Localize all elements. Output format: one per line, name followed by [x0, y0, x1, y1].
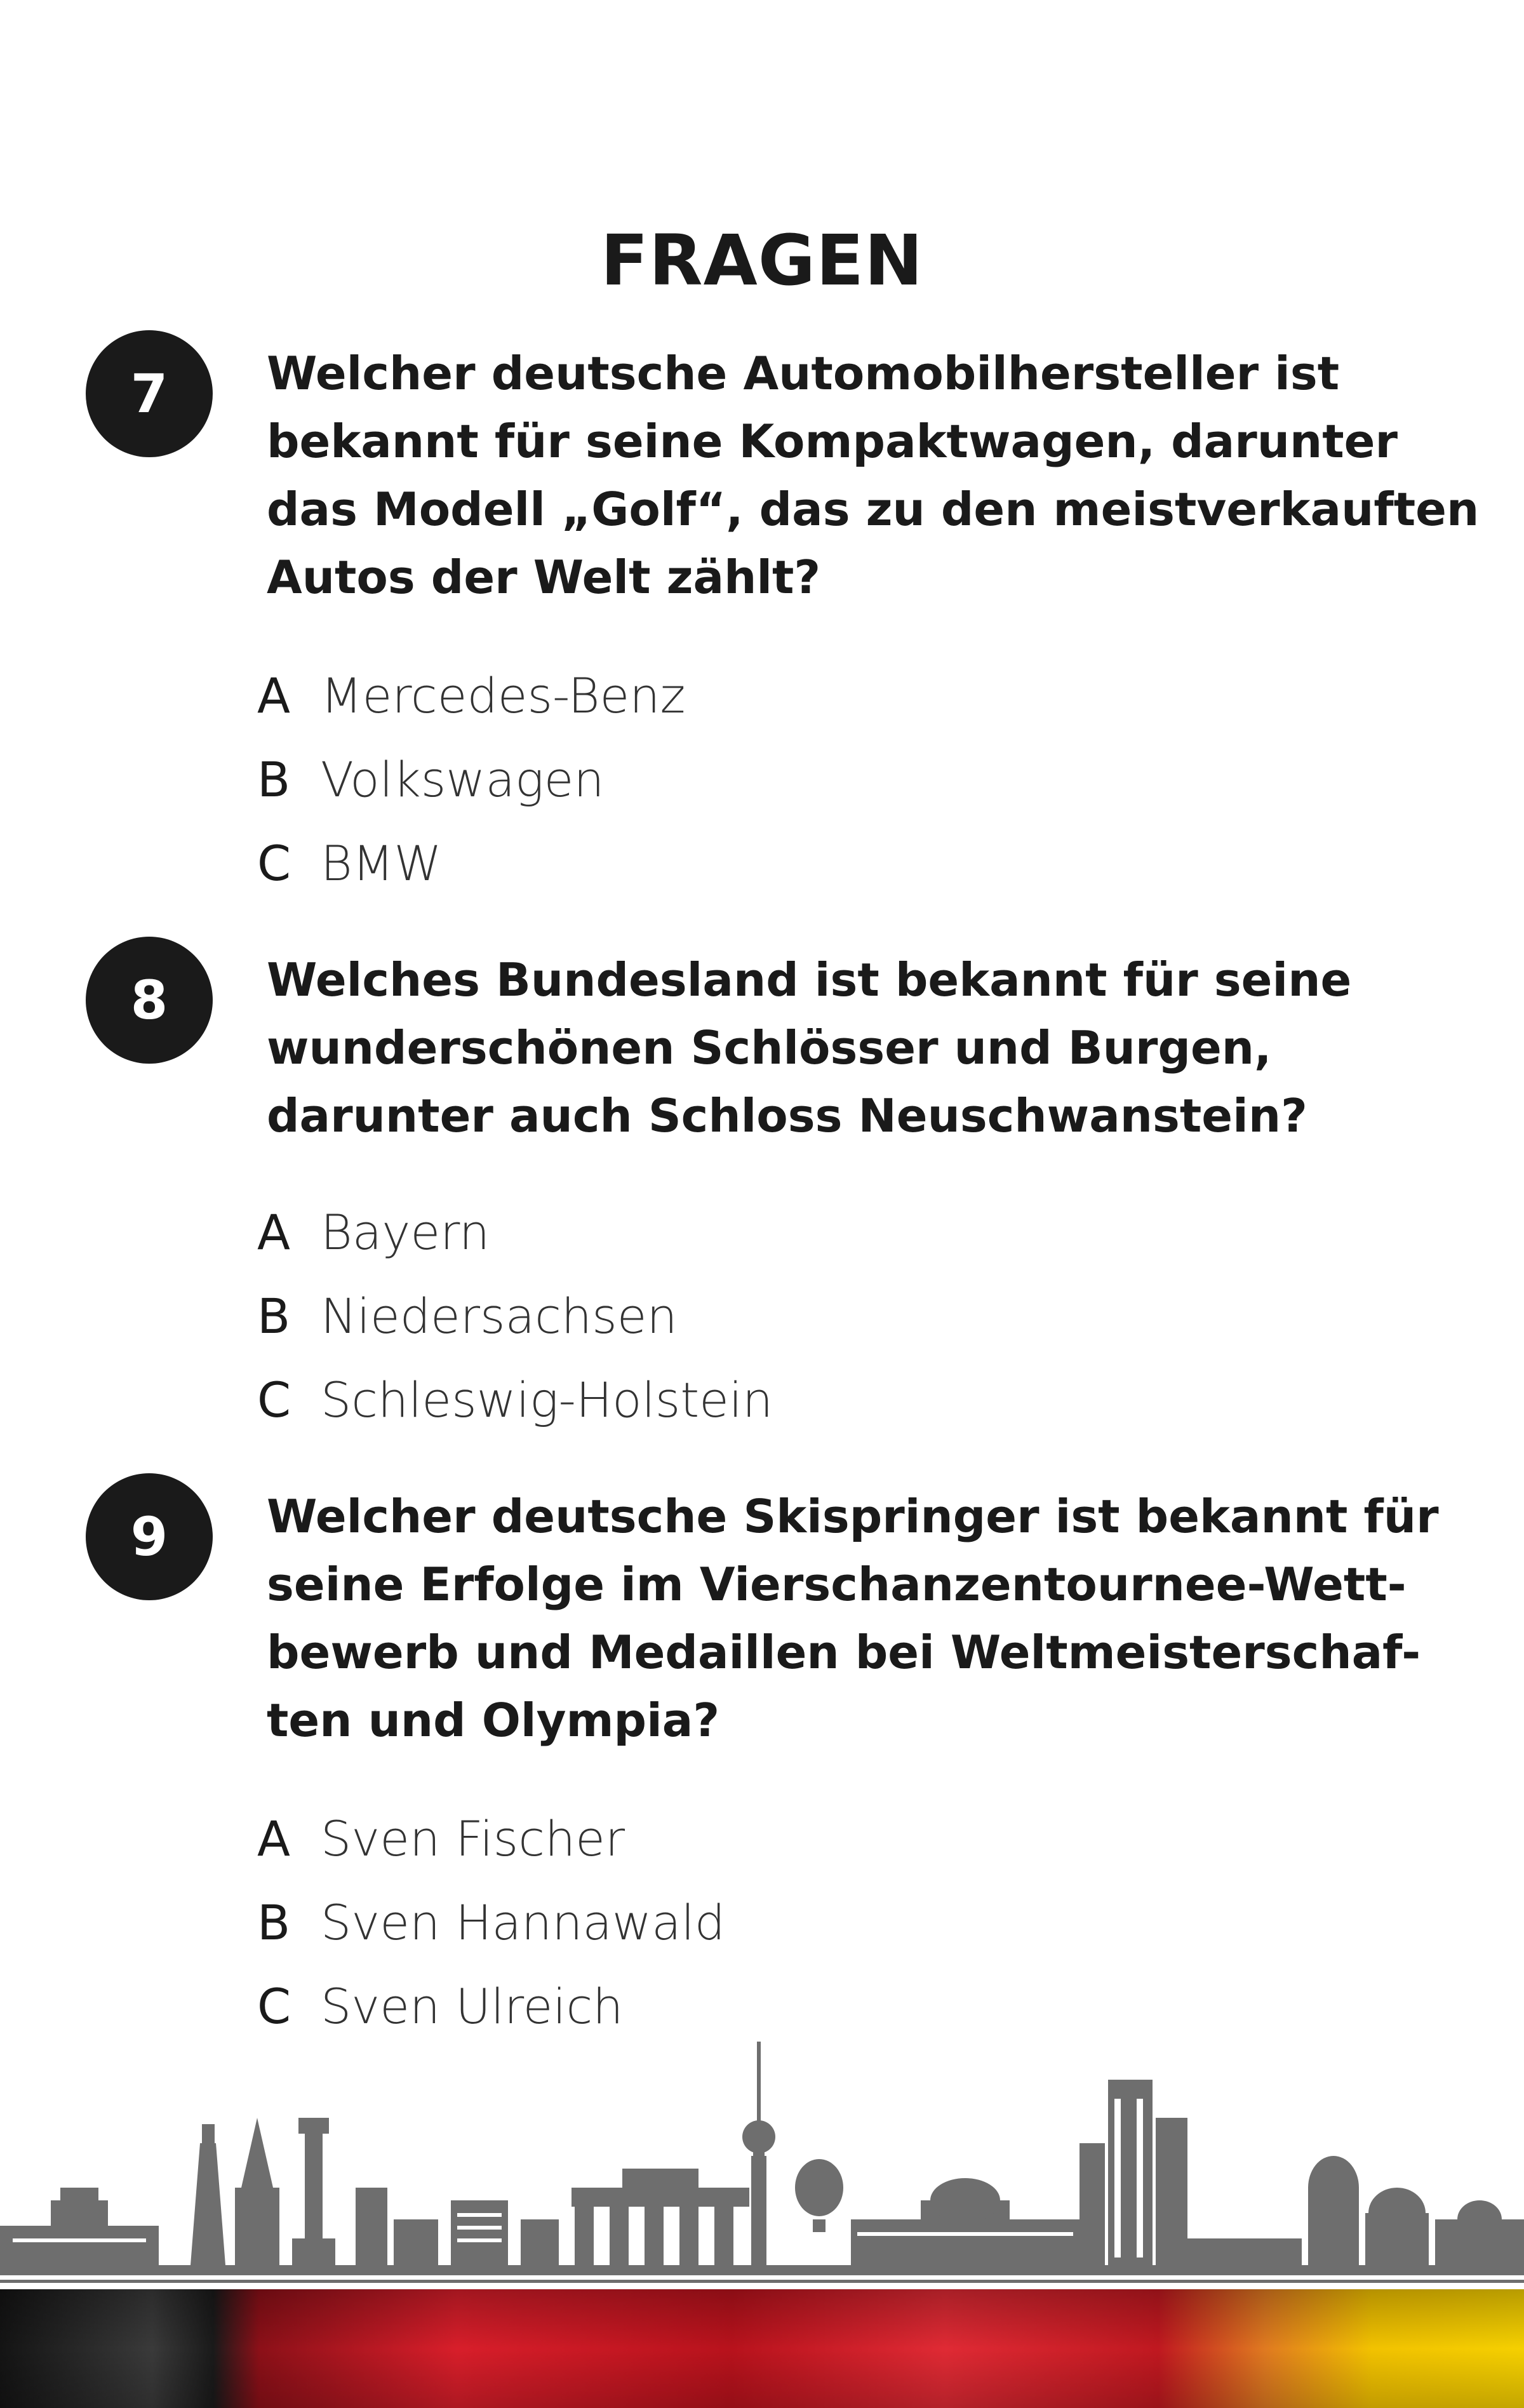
question-line: ten und Olympia?: [267, 1694, 720, 1747]
question-text: [267, 340, 1480, 612]
question-line: das Modell „Golf“, das zu den meistverkauften: [267, 483, 1480, 536]
question-line: darunter auch Schloss Neuschwanstein?: [267, 1089, 1307, 1142]
answer-text: Schleswig-Holstein: [321, 1372, 773, 1428]
answer-list: [257, 1797, 1400, 2049]
question-text: [267, 946, 1473, 1150]
answer-text: Sven Fischer: [321, 1810, 625, 1867]
answer-text: Mercedes-Benz: [321, 667, 686, 724]
answer-option-a[interactable]: [257, 1191, 1400, 1274]
page-title: FRAGEN: [600, 220, 924, 301]
answer-option-b[interactable]: [257, 738, 1400, 822]
german-flag-icon: [0, 2289, 1524, 2408]
answer-letter: A: [257, 1204, 290, 1261]
question-number-badge: 8: [86, 937, 213, 1064]
answer-list: [257, 654, 1400, 906]
question-line: Autos der Welt zählt?: [267, 551, 821, 604]
answer-letter: A: [257, 1810, 290, 1867]
answer-option-c[interactable]: [257, 1358, 1400, 1442]
answer-letter: B: [257, 751, 291, 808]
question-line: seine Erfolge im Vierschanzentournee-Wett-: [267, 1558, 1407, 1611]
question-number-badge: 7: [86, 330, 213, 457]
question-text: [267, 1483, 1473, 1755]
answer-option-a[interactable]: [257, 654, 1400, 738]
answer-letter: C: [257, 1978, 291, 2035]
berlin-skyline-icon: [0, 2029, 1524, 2283]
answer-text: BMW: [321, 835, 442, 892]
answer-letter: B: [257, 1894, 291, 1951]
question-line: bewerb und Medaillen bei Weltmeisterschaf-: [267, 1626, 1421, 1679]
answer-text: Bayern: [321, 1204, 490, 1261]
question-line: Welcher deutsche Automobilhersteller ist: [267, 347, 1340, 400]
question-line: wunderschönen Schlösser und Burgen,: [267, 1021, 1272, 1074]
answer-text: Volkswagen: [321, 751, 605, 808]
answer-option-b[interactable]: [257, 1881, 1400, 1965]
question-line: bekannt für seine Kompaktwagen, darunter: [267, 415, 1398, 468]
question-line: Welches Bundesland ist bekannt für seine: [267, 953, 1352, 1007]
answer-option-a[interactable]: [257, 1797, 1400, 1881]
answer-option-b[interactable]: [257, 1274, 1400, 1358]
question-number-badge: 9: [86, 1473, 213, 1600]
answer-text: Niedersachsen: [321, 1288, 678, 1344]
answer-letter: C: [257, 1372, 291, 1428]
question-line: Welcher deutsche Skispringer ist bekannt für: [267, 1490, 1439, 1543]
answer-letter: C: [257, 835, 291, 892]
answer-text: Sven Hannawald: [321, 1894, 726, 1951]
answer-letter: B: [257, 1288, 291, 1344]
answer-letter: A: [257, 667, 290, 724]
answer-list: [257, 1191, 1400, 1442]
answer-text: Sven Ulreich: [321, 1978, 624, 2035]
answer-option-c[interactable]: [257, 822, 1400, 906]
